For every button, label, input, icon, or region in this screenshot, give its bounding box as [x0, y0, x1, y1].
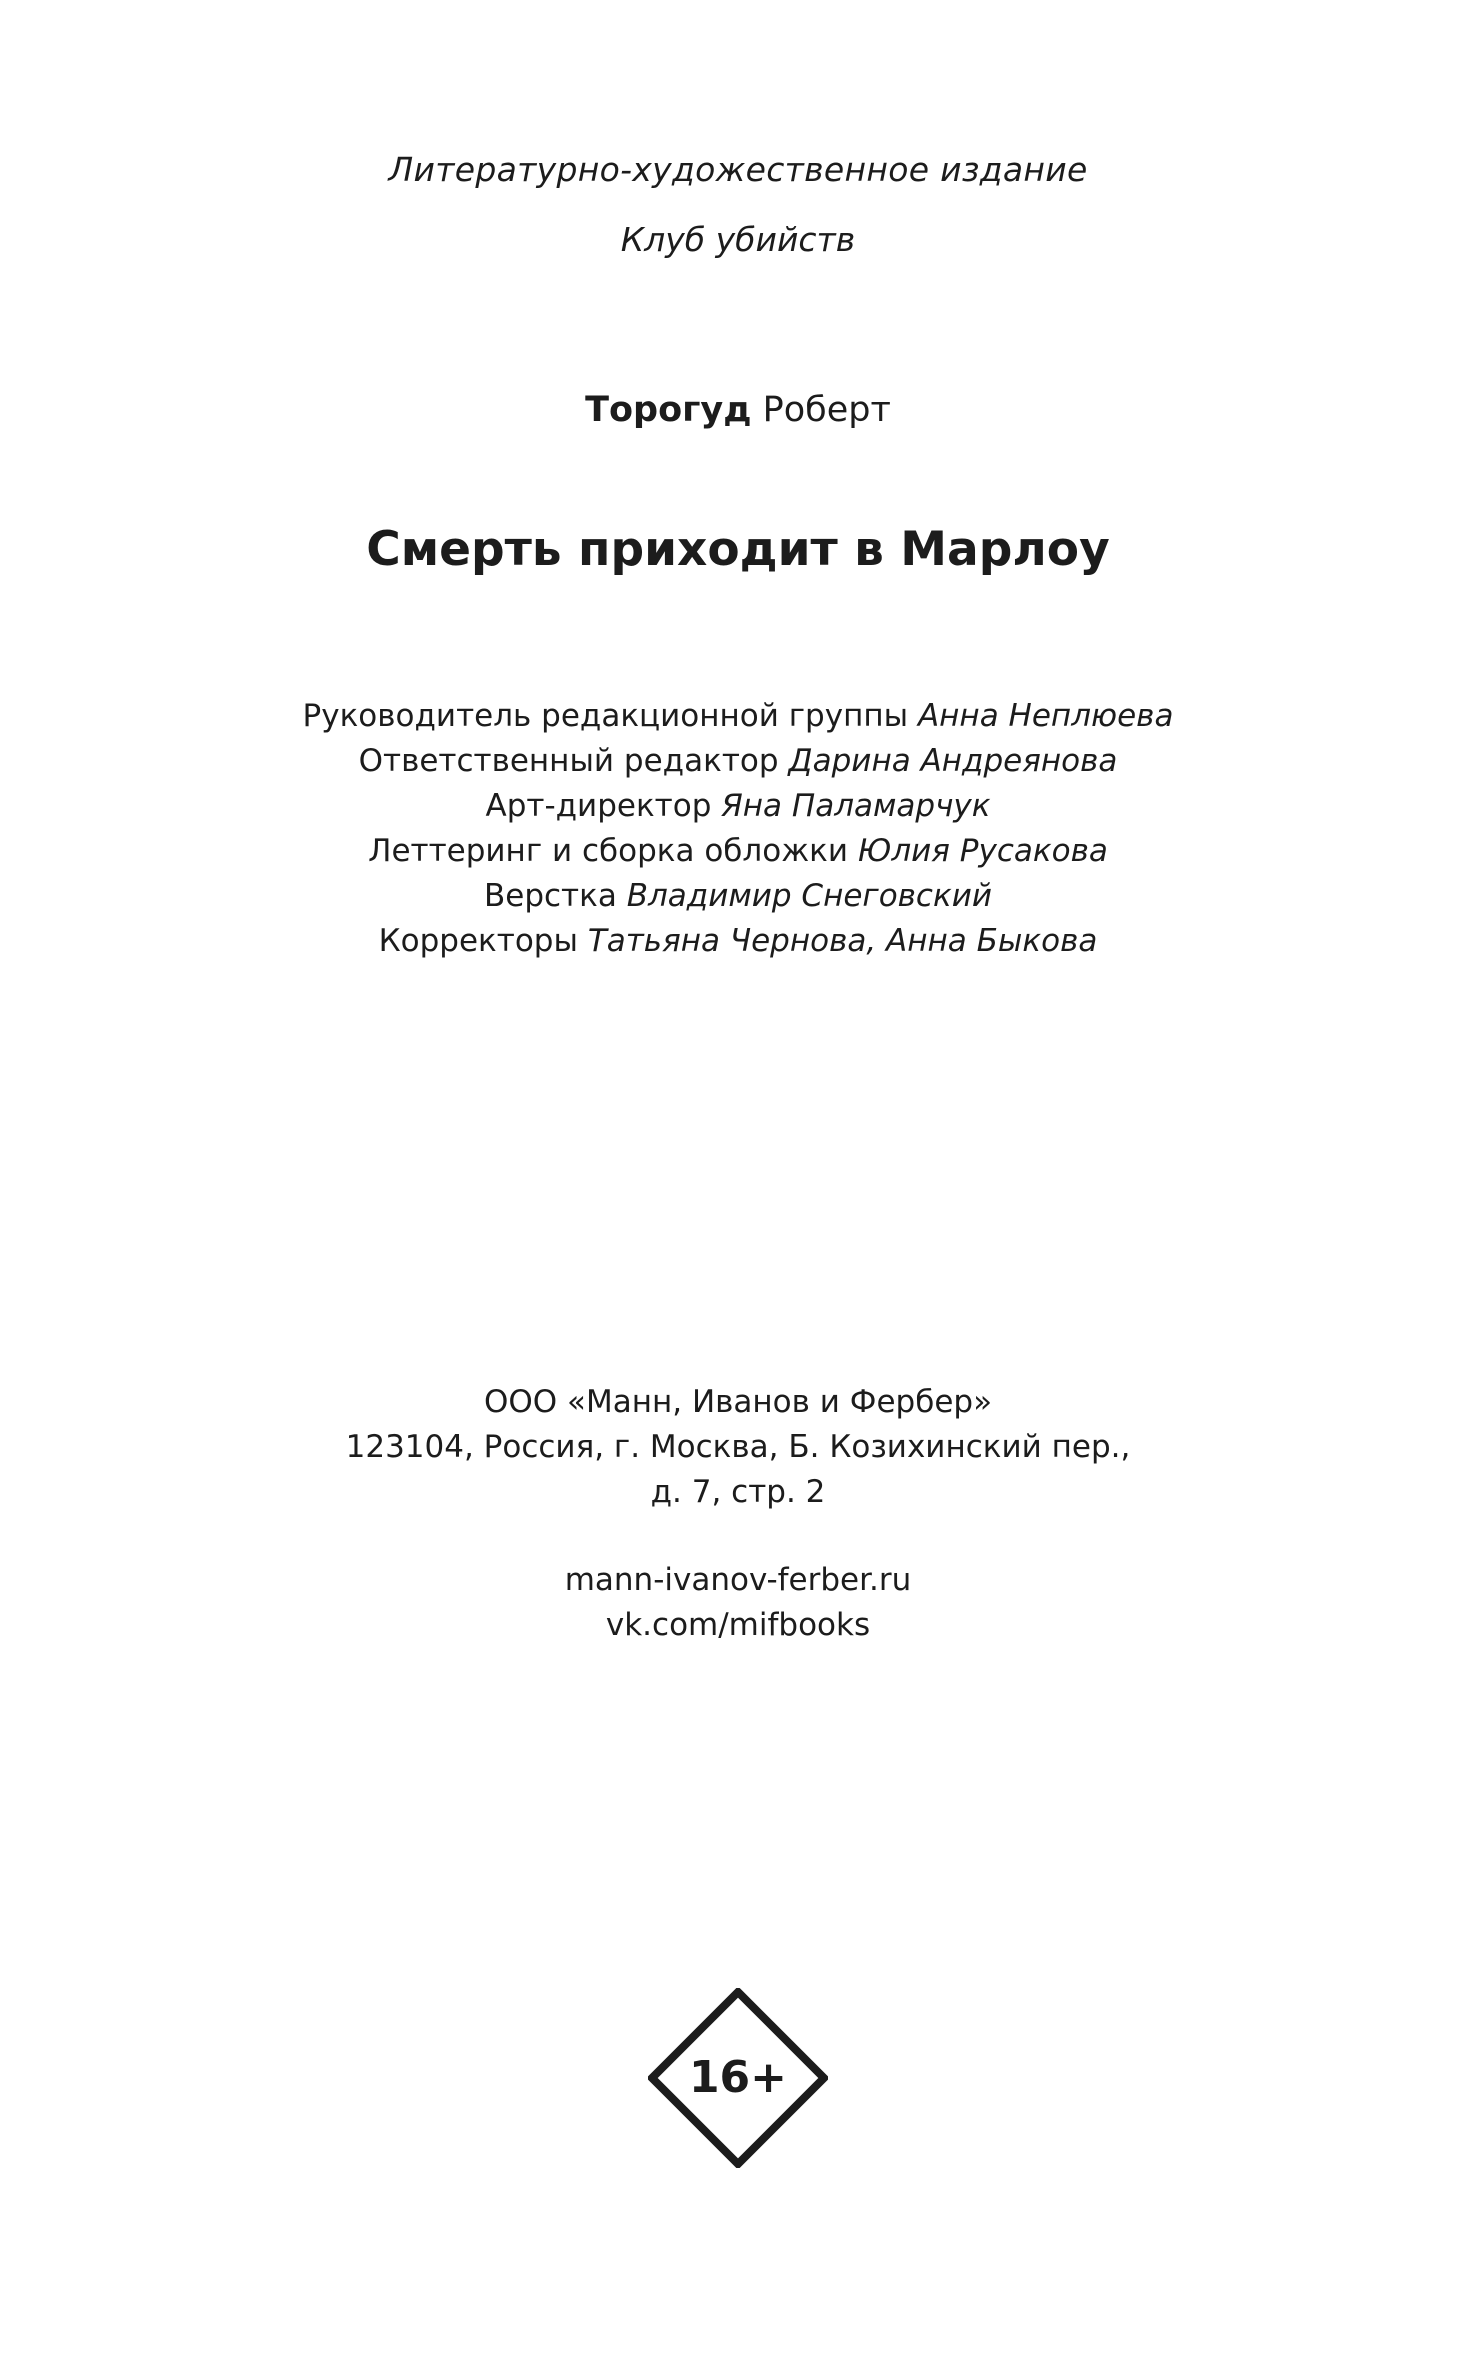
credit-person: Анна Неплюева — [917, 698, 1174, 734]
series-type: Литературно-художественное издание — [388, 150, 1088, 189]
web-block — [0, 1558, 1476, 1648]
credit-role: Ответственный редактор — [358, 743, 779, 779]
credit-role: Корректоры — [378, 923, 578, 959]
social-link: vk.com/mifbooks — [605, 1607, 871, 1643]
author-surname: Торогуд — [585, 390, 752, 430]
website-link: mann-ivanov-ferber.ru — [564, 1562, 912, 1598]
credit-line — [0, 874, 1476, 919]
series-name: Клуб убийств — [620, 220, 856, 259]
credit-role: Руководитель редакционной группы — [302, 698, 909, 734]
age-rating-badge — [648, 1988, 828, 2168]
author — [0, 390, 1476, 430]
credit-line — [0, 784, 1476, 829]
credit-person: Владимир Снеговский — [626, 878, 992, 914]
publisher-block — [0, 1380, 1476, 1515]
publisher-address-line2: д. 7, стр. 2 — [650, 1474, 826, 1510]
publisher-name: ООО «Манн, Иванов и Фербер» — [483, 1384, 993, 1420]
credit-role: Верстка — [484, 878, 617, 914]
book-title: Смерть приходит в Марлоу — [366, 522, 1110, 577]
credit-person: Татьяна Чернова, Анна Быкова — [587, 923, 1098, 959]
credit-line — [0, 919, 1476, 964]
credit-line — [0, 829, 1476, 874]
credits-block — [0, 694, 1476, 964]
credit-role: Арт-директор — [485, 788, 712, 824]
credit-person: Дарина Андреянова — [788, 743, 1118, 779]
credit-line — [0, 694, 1476, 739]
credit-person: Юлия Русакова — [857, 833, 1108, 869]
credit-person: Яна Паламарчук — [721, 788, 991, 824]
credit-role: Леттеринг и сборка обложки — [368, 833, 849, 869]
publisher-address-line1: 123104, Россия, г. Москва, Б. Козихинский пер., — [345, 1429, 1131, 1465]
age-rating-label: 16+ — [688, 2052, 788, 2103]
credit-line — [0, 739, 1476, 784]
author-first-name: Роберт — [762, 390, 891, 430]
